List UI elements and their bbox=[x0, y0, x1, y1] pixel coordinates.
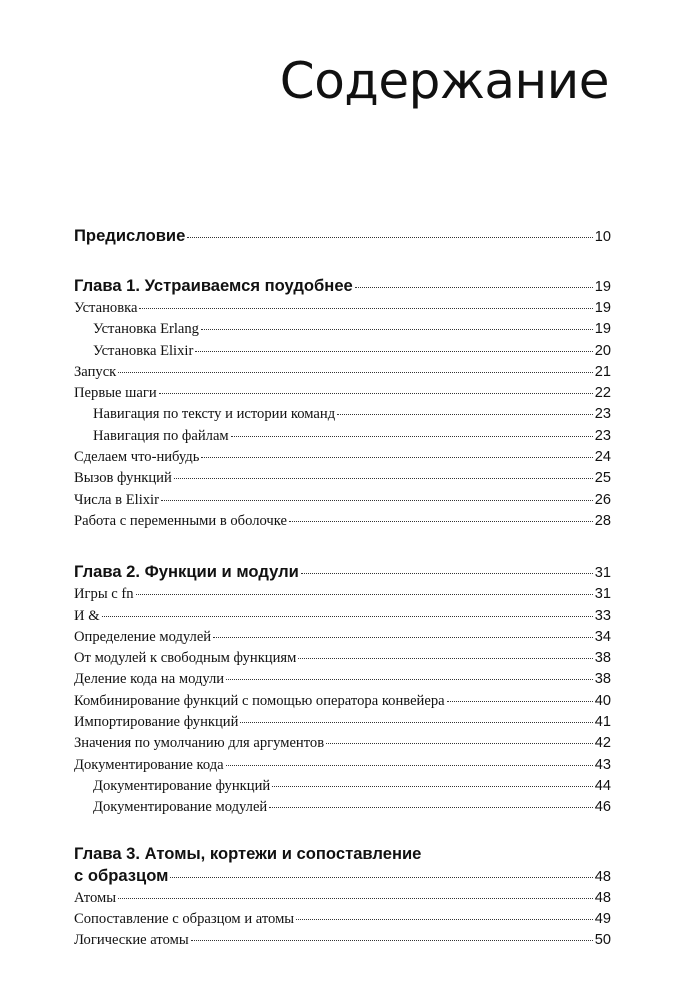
dot-leader bbox=[195, 351, 592, 352]
chapter-title: Глава 2. Функции и модули bbox=[74, 562, 299, 582]
toc-entry-title: Вызов функций bbox=[74, 470, 172, 487]
toc-entry[interactable] bbox=[74, 470, 611, 491]
toc-subentry[interactable] bbox=[74, 406, 611, 427]
chapter-title-cont: с образцом bbox=[74, 865, 169, 885]
toc-subentry[interactable] bbox=[74, 778, 611, 799]
toc-entry[interactable] bbox=[74, 364, 611, 385]
toc-entry-title: Навигация по файлам bbox=[93, 427, 229, 444]
toc-entry-title: Игры с fn bbox=[74, 586, 134, 603]
table-of-contents bbox=[74, 226, 611, 953]
dot-leader bbox=[326, 743, 593, 744]
toc-page-number: 33 bbox=[594, 607, 611, 624]
dot-leader bbox=[226, 765, 593, 766]
toc-page-number: 48 bbox=[594, 889, 611, 906]
dot-leader bbox=[301, 573, 593, 574]
toc-entry-title: Документирование модулей bbox=[93, 799, 268, 816]
dot-leader bbox=[240, 722, 592, 723]
toc-page-number: 21 bbox=[594, 363, 611, 380]
toc-page-number: 10 bbox=[594, 229, 611, 245]
toc-page-number: 34 bbox=[594, 628, 611, 645]
toc-entry-title: Числа в Elixir bbox=[74, 491, 159, 508]
toc-page-number: 26 bbox=[594, 491, 611, 508]
dot-leader bbox=[298, 658, 592, 659]
toc-preface[interactable] bbox=[74, 226, 611, 250]
toc-chapter-3[interactable] bbox=[74, 866, 611, 890]
toc-entry[interactable] bbox=[74, 671, 611, 692]
dot-leader bbox=[118, 372, 592, 373]
toc-page-number: 22 bbox=[594, 385, 611, 402]
toc-entry[interactable] bbox=[74, 608, 611, 629]
toc-page-number: 24 bbox=[594, 449, 611, 466]
toc-page-number: 43 bbox=[594, 756, 611, 773]
toc-subentry[interactable] bbox=[74, 343, 611, 364]
toc-entry[interactable] bbox=[74, 492, 611, 513]
toc-entry-title: Импортирование функций bbox=[74, 714, 239, 731]
dot-leader bbox=[213, 637, 593, 638]
toc-page-number: 19 bbox=[594, 300, 611, 316]
dot-leader bbox=[226, 679, 593, 680]
toc-page-number: 50 bbox=[594, 932, 611, 949]
toc-entry[interactable] bbox=[74, 757, 611, 778]
dot-leader bbox=[139, 308, 592, 309]
toc-chapter-2[interactable] bbox=[74, 562, 611, 586]
toc-page-number: 19 bbox=[594, 279, 611, 295]
toc-page-number: 42 bbox=[594, 735, 611, 752]
toc-entry-title: От модулей к свободным функциям bbox=[74, 650, 297, 667]
toc-entry-title: Установка Elixir bbox=[93, 342, 194, 359]
toc-page-number: 23 bbox=[594, 427, 611, 444]
dot-leader bbox=[289, 521, 593, 522]
toc-page-number: 44 bbox=[594, 777, 611, 794]
toc-entry[interactable] bbox=[74, 890, 611, 911]
toc-entry[interactable] bbox=[74, 911, 611, 932]
toc-page-number: 46 bbox=[594, 799, 611, 816]
toc-entry-title: Определение модулей bbox=[74, 628, 212, 645]
chapter-title: Глава 1. Устраиваемся поудобнее bbox=[74, 276, 353, 295]
toc-entry-title: Деление кода на модули bbox=[74, 671, 225, 688]
toc-entry-title: Комбинирование функций с помощью оператора конвейера bbox=[74, 692, 445, 709]
dot-leader bbox=[201, 457, 592, 458]
toc-chapter-1[interactable] bbox=[74, 276, 611, 300]
toc-entry-title: И & bbox=[74, 607, 100, 624]
toc-entry[interactable] bbox=[74, 300, 611, 321]
dot-leader bbox=[161, 500, 593, 501]
dot-leader bbox=[102, 616, 593, 617]
dot-leader bbox=[355, 287, 593, 288]
toc-entry-title: Сопоставление с образцом и атомы bbox=[74, 910, 295, 927]
dot-leader bbox=[201, 329, 593, 330]
toc-subentry[interactable] bbox=[74, 321, 611, 342]
toc-entry[interactable] bbox=[74, 586, 611, 607]
toc-page-number: 38 bbox=[594, 671, 611, 688]
dot-leader bbox=[269, 807, 593, 808]
toc-page-number: 23 bbox=[594, 406, 611, 423]
toc-subentry[interactable] bbox=[74, 799, 611, 820]
toc-entry-title: Установка Erlang bbox=[93, 321, 199, 338]
toc-page-number: 48 bbox=[594, 868, 611, 885]
dot-leader bbox=[447, 701, 593, 702]
dot-leader bbox=[136, 594, 593, 595]
dot-leader bbox=[231, 436, 593, 437]
toc-page-number: 28 bbox=[594, 512, 611, 529]
toc-entry[interactable] bbox=[74, 449, 611, 470]
dot-leader bbox=[159, 393, 593, 394]
toc-entry[interactable] bbox=[74, 714, 611, 735]
toc-entry[interactable] bbox=[74, 385, 611, 406]
toc-entry[interactable] bbox=[74, 693, 611, 714]
toc-entry-title: Логические атомы bbox=[74, 932, 189, 949]
toc-page-number: 49 bbox=[594, 910, 611, 927]
toc-entry[interactable] bbox=[74, 932, 611, 953]
dot-leader bbox=[187, 237, 592, 238]
toc-entry-title: Первые шаги bbox=[74, 385, 157, 402]
dot-leader bbox=[272, 786, 593, 787]
toc-entry-title: Сделаем что-нибудь bbox=[74, 449, 200, 466]
chapter-title[interactable]: Глава 3. Атомы, кортежи и сопоставление bbox=[74, 843, 422, 863]
toc-entry-title: Документирование кода bbox=[74, 756, 224, 773]
toc-page-number: 20 bbox=[594, 342, 611, 359]
toc-page-number: 31 bbox=[594, 565, 611, 582]
toc-page-number: 41 bbox=[594, 714, 611, 731]
toc-entry-title: Работа с переменными в оболочке bbox=[74, 512, 287, 529]
toc-entry[interactable] bbox=[74, 513, 611, 534]
toc-entry[interactable] bbox=[74, 735, 611, 756]
toc-page-number: 19 bbox=[594, 321, 611, 338]
toc-entry-title: Предисловие bbox=[74, 226, 186, 245]
dot-leader bbox=[118, 898, 593, 899]
toc-subentry[interactable] bbox=[74, 428, 611, 449]
toc-page-number: 31 bbox=[594, 586, 611, 603]
toc-page-number: 25 bbox=[594, 470, 611, 487]
dot-leader bbox=[191, 940, 593, 941]
toc-entry-title: Значения по умолчанию для аргументов bbox=[74, 735, 325, 752]
toc-entry-title: Запуск bbox=[74, 363, 117, 380]
toc-entry-title: Установка bbox=[74, 300, 138, 316]
dot-leader bbox=[170, 877, 592, 878]
dot-leader bbox=[174, 478, 593, 479]
toc-entry-title: Документирование функций bbox=[93, 777, 271, 794]
toc-entry-title: Атомы bbox=[74, 889, 117, 906]
toc-entry[interactable] bbox=[74, 629, 611, 650]
toc-entry[interactable] bbox=[74, 650, 611, 671]
dot-leader bbox=[296, 919, 593, 920]
toc-page-number: 40 bbox=[594, 692, 611, 709]
page-title: Содержание bbox=[279, 52, 609, 110]
toc-page-number: 38 bbox=[594, 650, 611, 667]
dot-leader bbox=[337, 414, 593, 415]
toc-entry-title: Навигация по тексту и истории команд bbox=[93, 406, 336, 423]
